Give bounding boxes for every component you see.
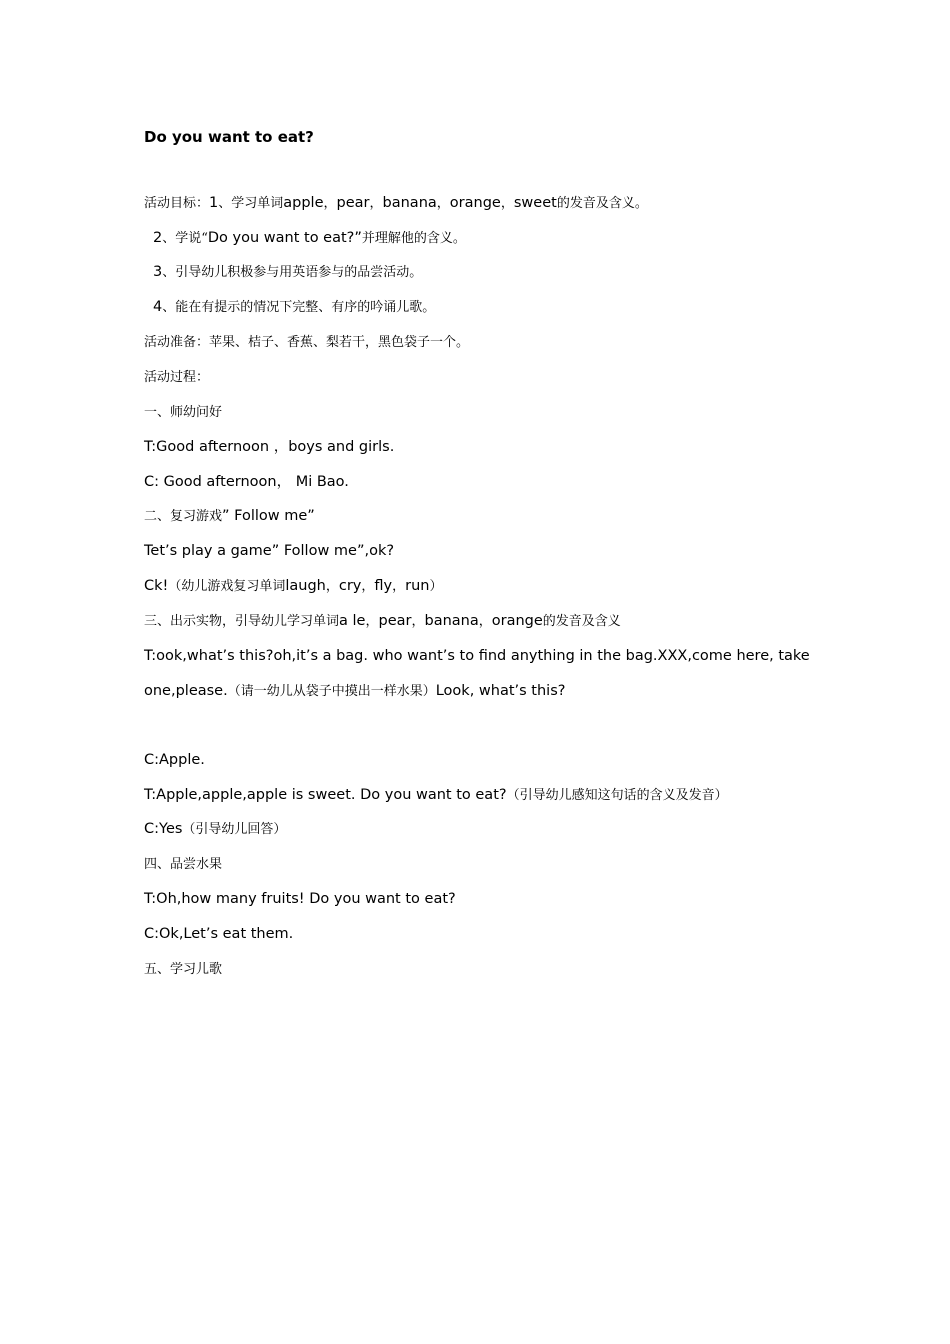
text-line <box>153 228 466 249</box>
text-run: T:ook,what’s this?oh,it’s a bag. who want’s to find anything in the bag.XXX,come here, take <box>144 648 810 664</box>
text-run: ， <box>323 196 337 211</box>
text-line <box>144 646 810 666</box>
text-run: one,please. <box>144 683 228 699</box>
text-run: ， <box>369 196 383 211</box>
text-run: 四、品尝水果 <box>144 857 223 872</box>
text-line <box>153 262 422 283</box>
text-run: 、学说“ <box>162 231 208 246</box>
text-line <box>144 193 648 214</box>
text-run: 活动目标： <box>144 196 210 211</box>
text-run: Ck! <box>144 578 169 594</box>
text-run: pear <box>378 613 412 629</box>
text-line <box>144 506 315 527</box>
text-run: C: Good afternoon， Mi Bao. <box>144 474 349 490</box>
text-line <box>153 297 435 318</box>
text-run: ， <box>325 579 339 594</box>
document-title: Do you want to eat? <box>144 128 314 146</box>
text-line <box>144 402 222 423</box>
text-run: 的发音及含义。 <box>556 196 648 211</box>
text-run: （引导幼儿回答） <box>182 822 287 837</box>
text-run: Tet’s play a game” Follow me”,ok? <box>144 543 395 559</box>
text-run: T:Good afternoon ，boys and girls. <box>144 439 395 455</box>
text-line <box>144 367 209 388</box>
text-line <box>144 785 728 806</box>
text-run: ， <box>478 614 492 629</box>
text-line <box>144 472 349 492</box>
text-run: （引导幼儿感知这句话的含义及发音） <box>506 788 728 803</box>
text-run: 、引导幼儿积极参与用英语参与的品尝活动。 <box>162 265 423 280</box>
text-line <box>144 332 469 353</box>
text-line <box>144 576 443 597</box>
text-run: 1 <box>209 195 219 211</box>
text-run: ） <box>429 579 443 594</box>
text-run: C:Ok,Let’s eat them. <box>144 926 294 942</box>
text-run: C:Apple. <box>144 752 205 768</box>
text-run: T:Apple,apple,apple is sweet. Do you want to eat? <box>144 787 507 803</box>
text-run: 活动准备：苹果、桔子、香蕉、梨若干，黑色袋子一个。 <box>144 335 470 350</box>
text-run: Look, what’s this? <box>435 683 566 699</box>
text-run: laugh <box>285 578 326 594</box>
text-line <box>144 611 621 632</box>
text-run: ， <box>436 196 450 211</box>
text-run: sweet <box>513 195 557 211</box>
text-run: 2 <box>153 230 163 246</box>
text-run: 并理解他的含义。 <box>361 231 466 246</box>
text-line <box>144 889 456 909</box>
text-line <box>144 750 205 770</box>
text-run: （请一幼儿从袋子中摸出一样水果） <box>227 684 436 699</box>
text-run: apple <box>283 195 324 211</box>
text-line <box>144 819 286 840</box>
text-run: C:Yes <box>144 821 183 837</box>
text-run: T:Oh,how many fruits! Do you want to eat? <box>144 891 456 907</box>
text-line <box>144 854 222 875</box>
text-line <box>144 437 394 457</box>
text-run: 4 <box>153 299 163 315</box>
text-line <box>144 541 394 561</box>
text-run: ， <box>392 579 406 594</box>
text-run: cry <box>338 578 362 594</box>
text-run: （幼儿游戏复习单词 <box>168 579 286 594</box>
text-run: 活动过程： <box>144 370 210 385</box>
text-run: ， <box>411 614 425 629</box>
text-run: ” Follow me” <box>222 508 315 524</box>
text-line <box>144 924 293 944</box>
text-run: run <box>405 578 430 594</box>
text-run: 五、学习儿歌 <box>144 962 223 977</box>
text-run: ， <box>500 196 514 211</box>
text-run: 的发音及含义 <box>542 614 621 629</box>
text-run: fly <box>374 578 393 594</box>
text-run: 3 <box>153 264 163 280</box>
text-run: ， <box>361 579 375 594</box>
text-line <box>144 681 565 702</box>
text-run: orange <box>449 195 501 211</box>
text-run: orange <box>491 613 543 629</box>
text-run: a le <box>339 613 366 629</box>
text-run: ， <box>365 614 379 629</box>
text-run: 三、出示实物，引导幼儿学习单词 <box>144 614 340 629</box>
text-run: 、能在有提示的情况下完整、有序的吟诵儿歌。 <box>162 300 436 315</box>
text-run: Do you want to eat?” <box>207 230 362 246</box>
text-run: 、学习单词 <box>218 196 284 211</box>
text-run: banana <box>424 613 479 629</box>
text-line <box>144 959 222 980</box>
text-run: 一、师幼问好 <box>144 405 223 420</box>
text-run: 二、复习游戏 <box>144 509 223 524</box>
text-run: banana <box>382 195 437 211</box>
text-run: pear <box>336 195 370 211</box>
